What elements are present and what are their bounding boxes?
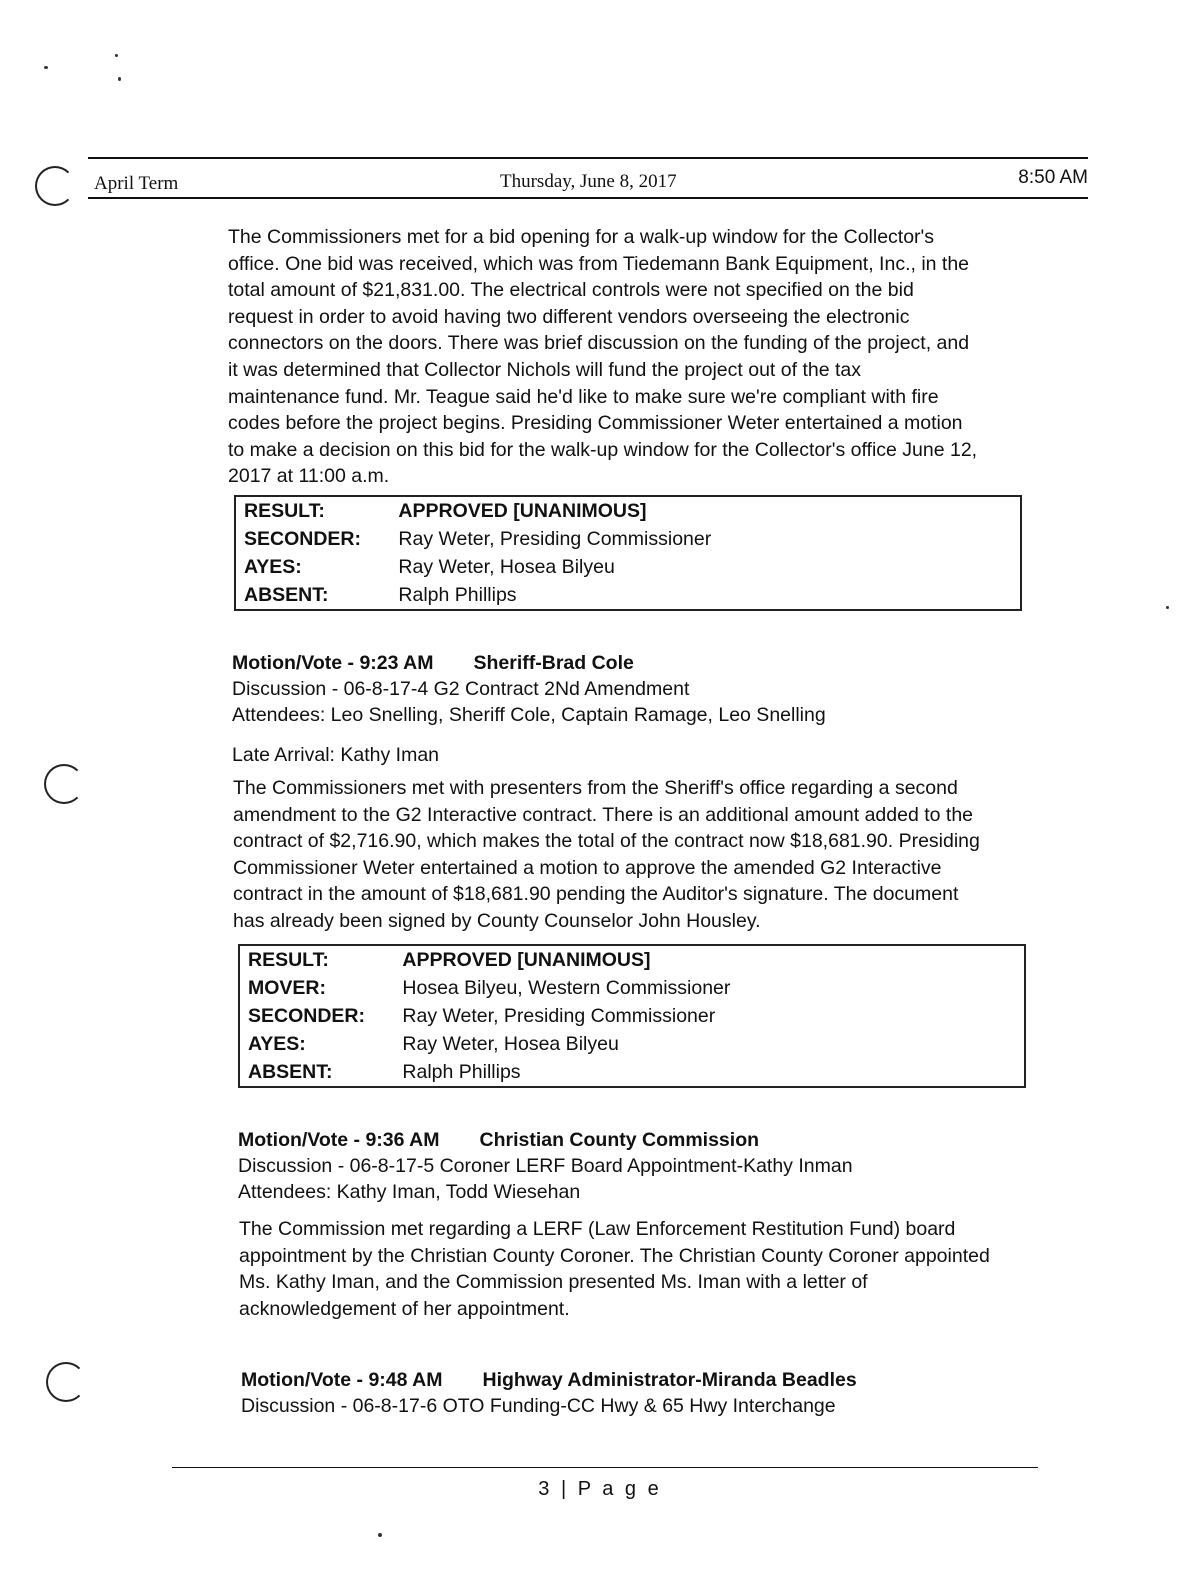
meeting-time: 8:50 AM	[1018, 167, 1088, 188]
scan-speck	[1166, 606, 1169, 609]
vote-value: Ray Weter, Presiding Commissioner	[402, 1004, 716, 1027]
vote-key: SECONDER:	[244, 527, 362, 550]
hole-punch-top	[35, 166, 75, 206]
motion-block-highway	[241, 1367, 1041, 1419]
header-bottom-rule	[88, 197, 1088, 199]
motion-attendees: Attendees: Kathy Iman, Todd Wiesehan	[238, 1181, 581, 1203]
motion-subject: Sheriff-Brad Cole	[473, 652, 634, 674]
table-row	[235, 496, 1021, 525]
motion-label: Motion/Vote - 9:36 AM	[238, 1129, 440, 1151]
g2-contract-paragraph: The Commissioners met with presenters from the Sheriff's office regarding a second amendment to the G2 Interactive contract. There is an additional amount added to the contract of $2,716.90, which makes the total of the contract now $18,681.90. Presiding Commissioner Weter entertained a motion to approve the amended G2 Interactive contract in the amount of $18,681.90 pending the Auditor's signature. The document has already been signed by County Counselor John Housley.	[233, 777, 980, 932]
vote-value: APPROVED [UNANIMOUS]	[402, 948, 651, 971]
vote-key: AYES:	[248, 1032, 306, 1055]
motion-subject: Christian County Commission	[479, 1129, 760, 1151]
motion-subject: Highway Administrator-Miranda Beadles	[482, 1369, 857, 1391]
motion-discussion: Discussion - 06-8-17-5 Coroner LERF Board Appointment-Kathy Inman	[238, 1155, 853, 1177]
vote-key: AYES:	[244, 555, 302, 578]
motion-discussion: Discussion - 06-8-17-6 OTO Funding-CC Hwy & 65 Hwy Interchange	[241, 1395, 836, 1417]
meeting-date: Thursday, June 8, 2017	[500, 171, 677, 192]
footer-rule	[172, 1467, 1038, 1468]
vote-value: Ralph Phillips	[402, 1060, 521, 1083]
term-label: April Term	[94, 173, 179, 194]
table-row	[235, 581, 1021, 610]
table-row	[235, 553, 1021, 581]
table-row	[239, 1058, 1025, 1087]
table-row	[239, 974, 1025, 1002]
motion-late-arrival: Late Arrival: Kathy Iman	[232, 744, 440, 766]
table-row	[239, 1002, 1025, 1030]
scan-speck	[378, 1533, 382, 1537]
vote-value: Ray Weter, Hosea Bilyeu	[402, 1032, 619, 1055]
vote-result-table-2	[238, 944, 1026, 1088]
scan-speck	[44, 66, 48, 69]
motion-heading	[241, 1367, 1041, 1393]
scan-speck	[118, 77, 121, 81]
hole-punch-bottom	[46, 1362, 86, 1402]
vote-value: Ralph Phillips	[398, 583, 517, 606]
hole-punch-middle	[44, 764, 84, 804]
lerf-paragraph: The Commission met regarding a LERF (Law Enforcement Restitution Fund) board appointment by the Christian County Coroner. The Christian County Coroner appointed Ms. Kathy Iman, and the Commission presented Ms. Iman with a letter of acknowledgement of her appointment.	[239, 1218, 990, 1320]
bid-opening-paragraph: The Commissioners met for a bid opening for a walk-up window for the Collector's office. One bid was received, which was from Tiedemann Bank Equipment, Inc., in the total amount of $21,831.00. The electrical controls were not specified on the bid request in order to avoid having two different vendors overseeing the electronic connectors on the doors. There was brief discussion on the funding of the project, and it was determined that Collector Nichols will fund the project out of the tax maintenance fund. Mr. Teague said he'd like to make sure we're compliant with fire codes before the project begins. Presiding Commissioner Weter entertained a motion to make a decision on this bid for the walk-up window for the Collector's office June 12, 2017 at 11:00 a.m.	[228, 226, 978, 488]
vote-key: RESULT:	[244, 499, 325, 522]
motion-discussion: Discussion - 06-8-17-4 G2 Contract 2Nd Amendment	[232, 678, 690, 700]
vote-key: RESULT:	[248, 948, 329, 971]
scan-speck	[115, 54, 118, 57]
motion-heading	[232, 650, 1032, 676]
table-row	[235, 525, 1021, 553]
vote-value: Ray Weter, Presiding Commissioner	[398, 527, 712, 550]
table-row	[239, 1030, 1025, 1058]
vote-value: APPROVED [UNANIMOUS]	[398, 499, 647, 522]
vote-key: ABSENT:	[244, 583, 329, 606]
vote-value: Ray Weter, Hosea Bilyeu	[398, 555, 615, 578]
motion-attendees: Attendees: Leo Snelling, Sheriff Cole, Captain Ramage, Leo Snelling	[232, 704, 826, 726]
motion-block-commission	[238, 1127, 1038, 1205]
vote-key: SECONDER:	[248, 1004, 366, 1027]
vote-key: ABSENT:	[248, 1060, 333, 1083]
vote-result-table-1	[234, 495, 1022, 611]
table-row	[239, 945, 1025, 974]
motion-heading	[238, 1127, 1038, 1153]
motion-label: Motion/Vote - 9:23 AM	[232, 652, 434, 674]
motion-label: Motion/Vote - 9:48 AM	[241, 1369, 443, 1391]
motion-block-sheriff	[232, 650, 1032, 768]
page-number: 3 | P a g e	[538, 1478, 662, 1500]
page-header	[88, 157, 1088, 203]
header-top-rule	[88, 157, 1088, 159]
vote-value: Hosea Bilyeu, Western Commissioner	[402, 976, 731, 999]
vote-key: MOVER:	[248, 976, 326, 999]
